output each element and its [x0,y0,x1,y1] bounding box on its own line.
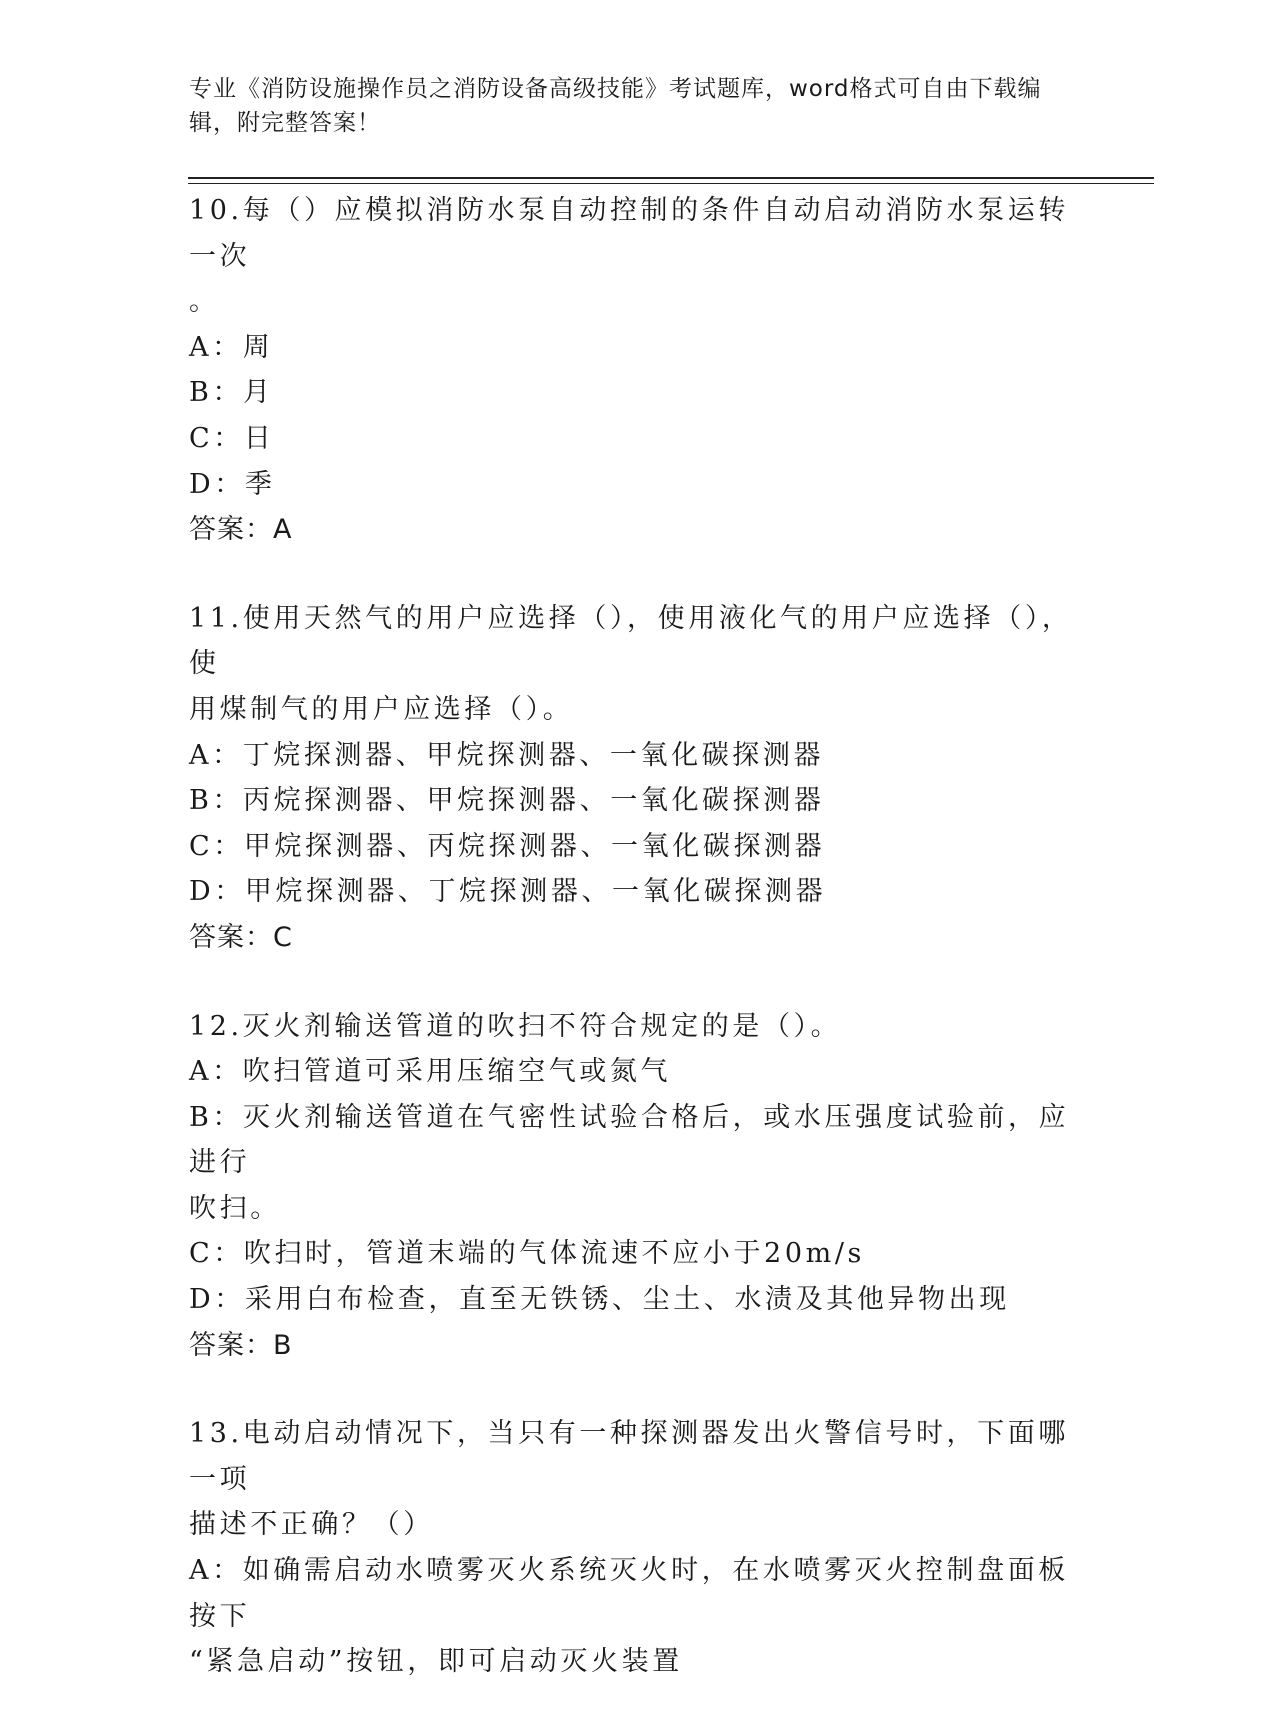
answer-key: 答案：C [189,921,293,953]
answer-option: A：如确需启动水喷雾灭火系统灭火时，在水喷雾灭火控制盘面板按下 [189,1555,1069,1632]
answer-key: 答案：B [189,1329,293,1361]
question-stem: 13.电动启动情况下，当只有一种探测器发出火警信号时，下面哪一项 [189,1418,1069,1495]
question-stem: 描述不正确？（） [189,1509,434,1541]
answer-option: C：吹扫时，管道末端的气体流速不应小于20m/s [189,1238,865,1270]
answer-option: A：周 [189,331,274,363]
header-divider-thin [188,183,1154,184]
question-list [189,188,1089,1728]
answer-option: C：日 [189,422,275,454]
question-block [189,188,1089,553]
header-divider [188,177,1154,179]
document-header [189,72,1089,140]
answer-option: D：采用白布检查，直至无铁锈、尘土、水渍及其他异物出现 [189,1284,1010,1316]
answer-option: 吹扫。 [189,1192,281,1224]
answer-option: B：丙烷探测器、甲烷探测器、一氧化碳探测器 [189,785,825,817]
question-stem: 10.每（）应模拟消防水泵自动控制的条件自动启动消防水泵运转一次 [189,195,1069,272]
question-block [189,596,1089,961]
answer-option: D：季 [189,468,276,500]
answer-option: “紧急启动”按钮，即可启动灭火装置 [189,1646,683,1678]
header-line-1: 专业《消防设施操作员之消防设备高级技能》考试题库，word格式可自由下载编 [189,76,1042,102]
question-stem: 12.灭火剂输送管道的吹扫不符合规定的是（）。 [189,1010,842,1042]
answer-option: B：灭火剂输送管道在气密性试验合格后，或水压强度试验前，应进行 [189,1101,1070,1179]
question-stem: 用煤制气的用户应选择（）。 [189,693,574,725]
header-line-2: 辑，附完整答案！ [189,110,381,136]
answer-key: 答案：A [189,514,293,546]
question-block [189,1004,1089,1369]
answer-option: C：甲烷探测器、丙烷探测器、一氧化碳探测器 [189,830,826,862]
question-block [189,1411,1089,1685]
question-stem: 。 [189,286,220,318]
answer-option: A：丁烷探测器、甲烷探测器、一氧化碳探测器 [189,739,825,771]
question-stem: 11.使用天然气的用户应选择（），使用液化气的用户应选择（），使 [189,602,1073,680]
answer-option: D：甲烷探测器、丁烷探测器、一氧化碳探测器 [189,876,827,908]
answer-option: B：月 [189,377,274,409]
answer-option: A：吹扫管道可采用压缩空气或氮气 [189,1056,672,1088]
